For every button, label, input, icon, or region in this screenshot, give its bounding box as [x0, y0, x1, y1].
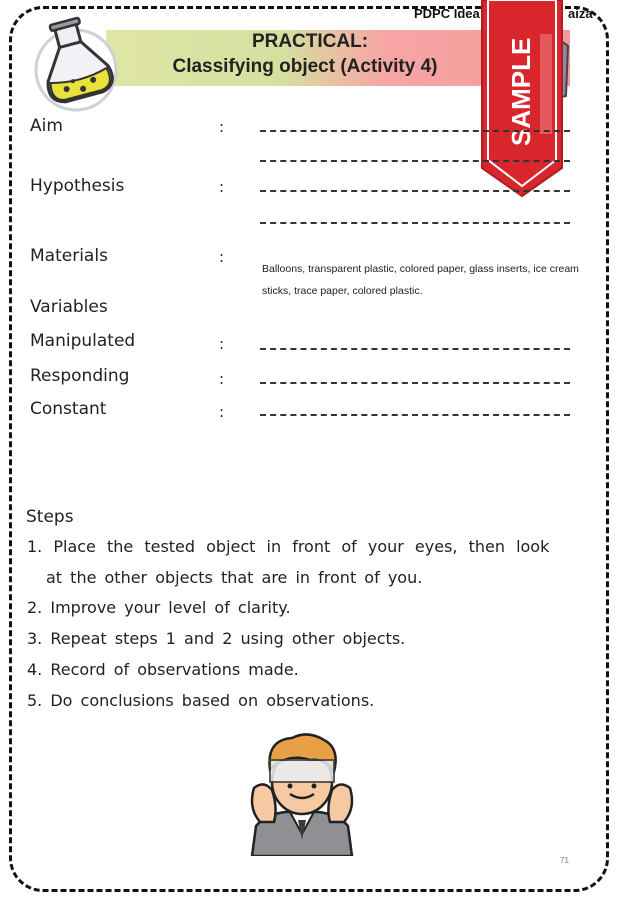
step-item: 4. Record of observations made. [27, 660, 299, 679]
sample-watermark-text: SAMPLE [506, 37, 536, 146]
aim-answer-line-2[interactable] [260, 160, 570, 162]
header-right-text: aiza [568, 6, 593, 21]
step-item: 2. Improve your level of clarity. [27, 598, 291, 617]
hypothesis-label: Hypothesis [30, 176, 125, 196]
flask-icon [30, 14, 126, 114]
step-item: at the other objects that are in front of you. [46, 568, 423, 587]
step-item: 1. Place the tested object in front of your eyes, then look [27, 537, 550, 556]
sample-ribbon-icon [476, 0, 572, 200]
hypothesis-answer-line-1[interactable] [260, 190, 570, 192]
hypothesis-answer-line-2[interactable] [260, 222, 570, 224]
hypothesis-colon: : [219, 178, 225, 196]
materials-colon: : [219, 248, 225, 266]
step-item: 3. Repeat steps 1 and 2 using other objects. [27, 629, 406, 648]
constant-label: Constant [30, 399, 107, 419]
responding-answer-line[interactable] [260, 382, 570, 384]
boy-holding-plastic-illustration [246, 730, 358, 856]
responding-label: Responding [30, 366, 130, 386]
manipulated-label: Manipulated [30, 331, 136, 351]
title-line-2: Classifying object (Activity 4) [172, 56, 438, 77]
responding-colon: : [219, 370, 225, 388]
materials-value: Balloons, transparent plastic, colored paper, glass inserts, ice cream sticks, trace paper, colored plastic. [262, 263, 579, 297]
manipulated-colon: : [219, 335, 225, 353]
manipulated-answer-line[interactable] [260, 348, 570, 350]
aim-answer-line-1[interactable] [260, 130, 570, 132]
materials-label: Materials [30, 246, 108, 266]
aim-colon: : [219, 118, 225, 136]
constant-colon: : [219, 403, 225, 421]
title-line-1: PRACTICAL: [251, 31, 369, 52]
header-left-text: PDPC Idea [414, 6, 480, 21]
page-number: 71 [560, 856, 569, 865]
constant-answer-line[interactable] [260, 414, 570, 416]
aim-label: Aim [30, 116, 63, 136]
variables-label: Variables [30, 297, 108, 317]
steps-title: Steps [26, 507, 74, 527]
step-item: 5. Do conclusions based on observations. [27, 691, 375, 710]
